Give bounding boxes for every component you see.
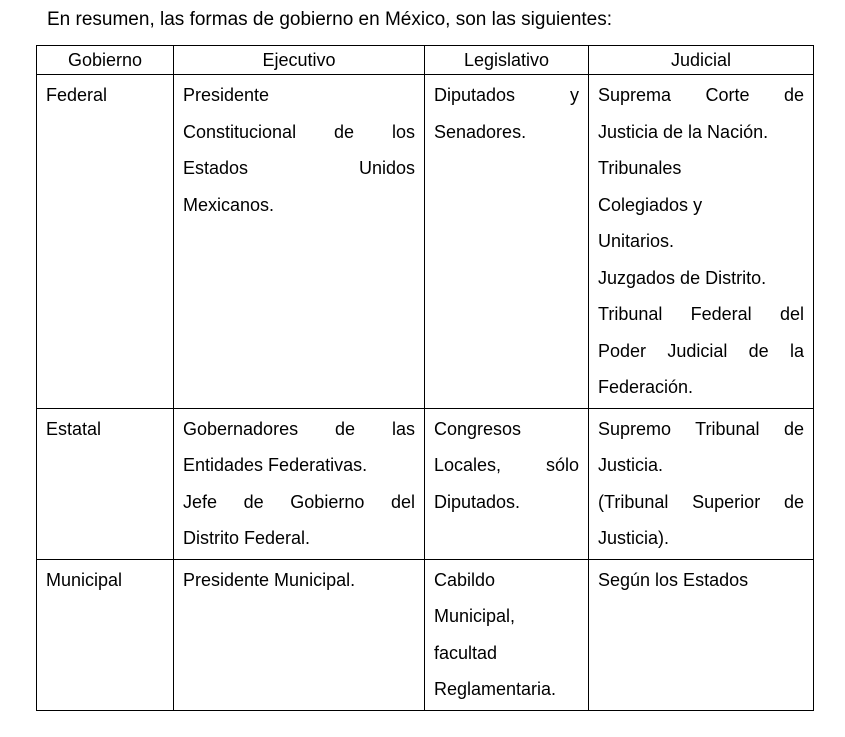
judicial-federal-line-1: Suprema Corte de: [598, 85, 804, 105]
legislativo-estatal-line-3: Diputados.: [434, 491, 521, 512]
cell-gobierno-estatal: Estatal: [37, 408, 174, 559]
header-ejecutivo: Ejecutivo: [174, 46, 425, 75]
header-legislativo: Legislativo: [425, 46, 589, 75]
ejecutivo-federal-line-2: Constitucional de los: [183, 121, 415, 142]
judicial-federal-line-9: Federación.: [598, 377, 694, 397]
cell-legislativo-estatal: [425, 408, 589, 559]
cell-legislativo-federal: [425, 75, 589, 409]
ejecutivo-federal-line-1: Presidente: [183, 85, 270, 105]
cell-legislativo-municipal: [425, 559, 589, 710]
judicial-estatal-line-2: Justicia.: [598, 455, 664, 475]
legislativo-federal-line-2: Senadores.: [434, 121, 527, 142]
header-gobierno: Gobierno: [37, 46, 174, 75]
legislativo-estatal-line-1: Congresos: [434, 418, 522, 439]
ejecutivo-estatal-line-1: Gobernadores de las: [183, 418, 415, 439]
cell-ejecutivo-federal: [174, 75, 425, 409]
judicial-federal-line-7: Tribunal Federal del: [598, 304, 804, 324]
judicial-municipal-line-1: Según los Estados: [598, 569, 749, 590]
cell-judicial-federal: [589, 75, 814, 409]
legislativo-municipal-line-2: Municipal,: [434, 606, 516, 626]
judicial-federal-line-6: Juzgados de Distrito.: [598, 267, 767, 288]
cell-ejecutivo-estatal: [174, 408, 425, 559]
ejecutivo-federal-line-4: Mexicanos.: [183, 194, 275, 215]
cell-gobierno-municipal: Municipal: [37, 559, 174, 710]
legislativo-municipal-line-3: facultad: [434, 642, 498, 663]
judicial-estatal-line-3: (Tribunal Superior de: [598, 491, 804, 512]
cell-judicial-estatal: [589, 408, 814, 559]
judicial-estatal-line-4: Justicia).: [598, 528, 670, 548]
government-table: [36, 45, 814, 711]
header-judicial: Judicial: [589, 46, 814, 75]
ejecutivo-municipal-line-1: Presidente Municipal.: [183, 569, 356, 590]
legislativo-municipal-line-4: Reglamentaria.: [434, 679, 557, 699]
judicial-federal-line-2: Justicia de la Nación.: [598, 121, 769, 142]
intro-text: En resumen, las formas de gobierno en México, son las siguientes:: [47, 9, 613, 30]
legislativo-estatal-line-2: Locales, sólo: [434, 455, 579, 475]
ejecutivo-estatal-line-4: Distrito Federal.: [183, 528, 311, 548]
cell-ejecutivo-municipal: [174, 559, 425, 710]
ejecutivo-federal-line-3: Estados Unidos: [183, 158, 415, 178]
judicial-federal-line-5: Unitarios.: [598, 231, 675, 251]
legislativo-federal-line-1: Diputados y: [434, 85, 579, 105]
ejecutivo-estatal-line-2: Entidades Federativas.: [183, 455, 368, 475]
judicial-federal-line-3: Tribunales: [598, 158, 682, 178]
judicial-federal-line-8: Poder Judicial de la: [598, 340, 804, 361]
table-row-federal: [37, 75, 814, 409]
table-row-estatal: [37, 408, 814, 559]
table-row-municipal: [37, 559, 814, 710]
judicial-estatal-line-1: Supremo Tribunal de: [598, 418, 804, 439]
cell-judicial-municipal: [589, 559, 814, 710]
ejecutivo-estatal-line-3: Jefe de Gobierno del: [183, 491, 415, 512]
judicial-federal-line-4: Colegiados y: [598, 194, 703, 215]
cell-gobierno-federal: Federal: [37, 75, 174, 409]
legislativo-municipal-line-1: Cabildo: [434, 569, 496, 590]
table-header-row: [37, 46, 814, 75]
